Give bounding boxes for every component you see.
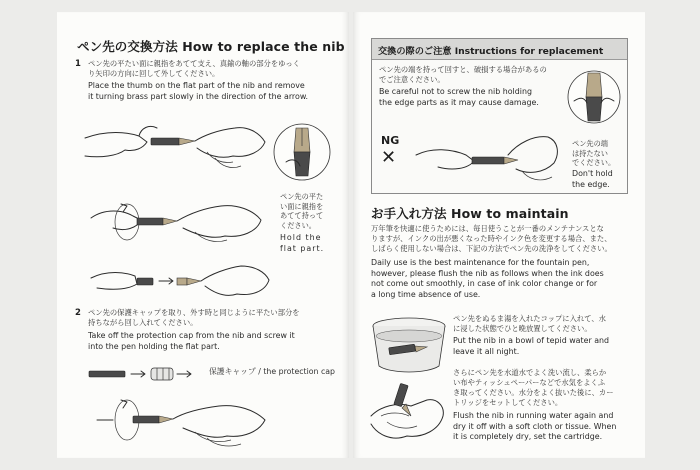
step1-jp-text: ペン先の平たい面に親指をあてて支え、真鍮の軸の部分をゆっく り矢印の方向に回して外してください。 [88, 59, 300, 78]
put-nib-jp: ペン先をぬるま湯を入れたコップに入れて、水 に浸した状態でひと晩放置してください。 [453, 314, 606, 333]
nib-closeup-circle [272, 122, 332, 182]
replace-nib-title: ペン先の交換方法 How to replace the nib [77, 39, 345, 54]
ng-hand-illustration [412, 125, 562, 189]
step1-number: 1 [75, 59, 81, 69]
right-page [353, 12, 645, 458]
edge-note-en: Don't hold the edge. [572, 169, 613, 189]
caution-jp: ペン先の端を持って回すと、破損する場合があるの でご注意ください。 [379, 65, 547, 84]
maintain-jp: 万年筆を快適に使うためには、毎日使うことが一番のメンテナンスとな りますが、インクの出が悪くなった時やインク色を変更する場合、また、 しばらく使用しない場合は、下記の方法でペン先の洗浄をしてください。 [371, 224, 612, 253]
bowl-illustration [369, 314, 449, 376]
maintain-title: お手入れ方法 How to maintain [371, 206, 569, 221]
protection-cap-diagram [87, 362, 207, 386]
caution-header [372, 39, 627, 60]
caution-box [371, 38, 628, 194]
callout-jp: ペン先の平た い面に親指を あてて持って ください。 [280, 192, 324, 230]
step1-illustration [77, 108, 277, 308]
edge-note-jp: ペン先の端 は持たない でください。 [572, 139, 616, 168]
step2-jp-text: ペン先の保護キャップを取り、外す時と同じように平たい部分を 持ちながら回し入れてください。 [88, 308, 300, 327]
caution-title: 交換の際のご注意 Instructions for replacement [378, 46, 604, 57]
step2-number: 2 [75, 308, 81, 318]
protection-cap-label: 保護キャップ / the protection cap [209, 367, 335, 376]
maintain-en: Daily use is the best maintenance for the fountain pen, however, please flush the nib as follows when the ink does not come out smoothly, in case of ink color change or for a long time absence of use. [371, 258, 604, 299]
step2-en-text: Take off the protection cap from the nib and screw it into the pen holding the flat part. [88, 331, 295, 351]
put-nib-en: Put the nib in a bowl of tepid water and leave it all night. [453, 336, 610, 356]
ng-x-mark: ✕ [381, 147, 397, 168]
ng-label: NG [381, 134, 400, 147]
callout-en: Hold the flat part. [280, 233, 325, 253]
step1-en-text: Place the thumb on the flat part of the nib and remove it turning brass part slowly in the direction of the arrow. [88, 81, 309, 101]
step2-illustration [87, 392, 287, 452]
wiping-hand-illustration [367, 376, 451, 456]
left-page [57, 12, 349, 458]
caution-en: Be careful not to screw the nib holding the edge parts as it may cause damage. [379, 87, 539, 107]
flush-nib-en: Flush the nib in running water again and dry it off with a soft cloth or tissue. When it is completely dry, set the cartridge. [453, 411, 617, 441]
flush-nib-jp: さらにペン先を水道水でよく洗い流し、柔らか い布やティッシュペーパーなどで水気をよくふ き取ってください。水分をよく抜いた後に、カー トリッジをセットしてください。 [453, 368, 614, 407]
edge-closeup-circle [566, 67, 622, 135]
